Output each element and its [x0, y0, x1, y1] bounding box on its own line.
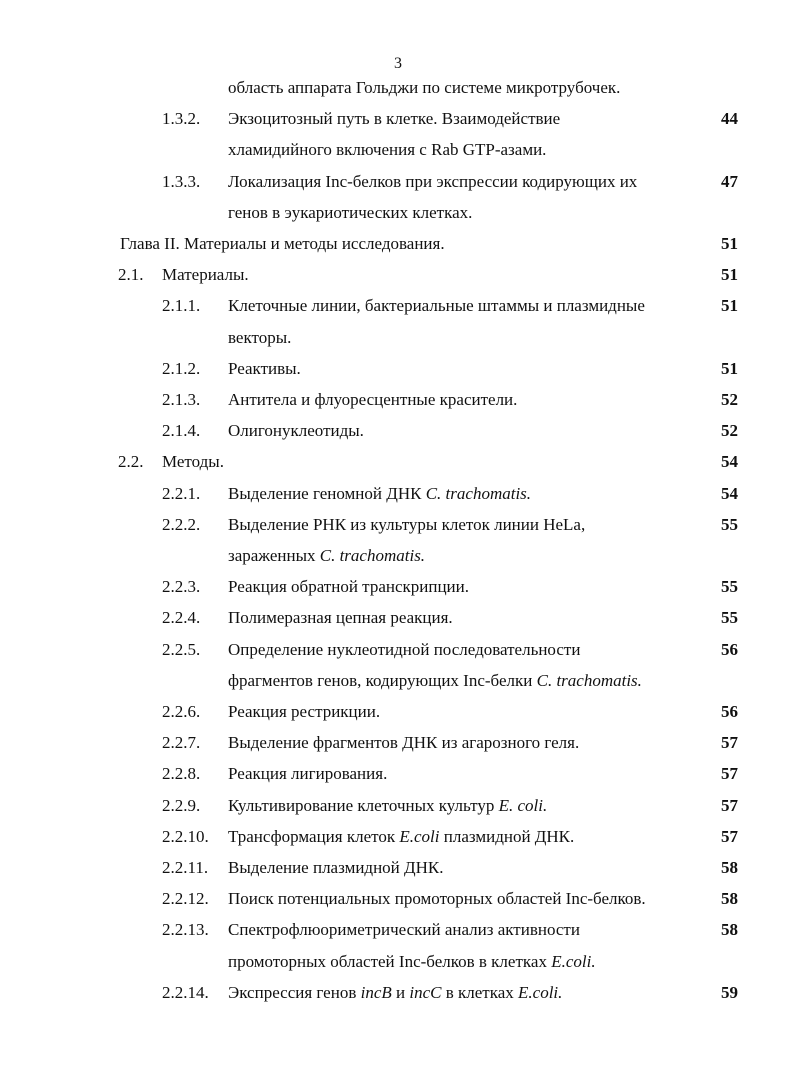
toc-line [0, 731, 796, 755]
italic-term: E. coli. [498, 795, 548, 815]
italic-term: E.coli [399, 826, 440, 846]
toc-entry-number: 2.1. [118, 265, 144, 285]
toc-line [0, 856, 796, 880]
toc-line [0, 638, 796, 662]
toc-line [0, 419, 796, 443]
toc-entry-number: 2.2.10. [162, 826, 209, 846]
title-text: Антитела и флуоресцентные красители. [228, 390, 518, 409]
toc-line [0, 232, 796, 256]
toc-entry-title [228, 357, 301, 381]
title-text: Материалы. [162, 265, 249, 285]
toc-entry-title [228, 606, 453, 630]
toc-page-number: 44 [721, 109, 738, 129]
toc-line [0, 482, 796, 506]
toc-entry-number: 2.2.2. [162, 514, 201, 534]
toc-entry-title [228, 794, 547, 818]
toc-entry-title [228, 513, 585, 537]
title-text: Методы. [162, 452, 224, 472]
toc-entry-number: 2.2.8. [162, 764, 201, 784]
italic-term: C. trachomatis. [319, 546, 426, 565]
toc-page-number: 58 [721, 889, 738, 909]
toc-entry-title [228, 294, 645, 318]
toc-line [0, 981, 796, 1005]
toc-line [0, 950, 796, 974]
toc-page-number: 57 [721, 795, 738, 815]
title-text: генов в эукариотических клетках. [228, 202, 473, 222]
toc-line [0, 762, 796, 786]
title-text: Полимеразная цепная реакция. [228, 608, 453, 628]
title-text: фрагментов генов, кодирующих Inc-белки [228, 670, 537, 690]
italic-term: C. trachomatis. [536, 670, 642, 690]
title-text: Реактивы. [228, 358, 301, 378]
toc-entry-title [228, 887, 646, 911]
toc-entry-number: 2.2.12. [162, 889, 209, 909]
title-text: Олигонуклеотиды. [228, 421, 364, 441]
toc-line [0, 887, 796, 911]
italic-term: E.coli. [551, 951, 596, 971]
toc-entry-number: 2.1.4. [162, 421, 201, 441]
toc-line [0, 357, 796, 381]
toc-entry-title [228, 856, 444, 880]
toc-page-number: 57 [721, 764, 738, 784]
title-text: Выделение фрагментов ДНК из агарозного геля. [228, 733, 580, 753]
title-text: Экзоцитозный путь в клетке. Взаимодействие [228, 109, 561, 129]
title-text: Спектрофлюориметрический анализ активности [228, 920, 580, 940]
italic-term: incC [409, 982, 442, 1002]
title-text: Трансформация клеток [228, 826, 400, 846]
italic-term: C. trachomatis. [425, 483, 532, 503]
toc-entry-title [228, 201, 472, 225]
toc-entry-number: 2.2.7. [162, 733, 201, 753]
toc-entry-title [162, 263, 249, 287]
title-text: область аппарата Гольджи по системе микротрубочек. [228, 78, 621, 97]
toc-entry-number: 2.2. [118, 452, 144, 472]
toc-entry-number: 2.1.3. [162, 390, 201, 409]
toc-entry-number: 2.2.3. [162, 577, 201, 597]
toc-entry-title [228, 482, 531, 506]
toc-entry-number: 2.2.11. [162, 858, 209, 877]
toc-line [0, 107, 796, 131]
toc-line [0, 825, 796, 849]
toc-entry-number: 2.2.4. [162, 608, 201, 628]
toc-entry-title [228, 918, 580, 942]
toc-line [0, 326, 796, 350]
toc-page-number: 56 [721, 639, 738, 659]
title-text: зараженных [228, 546, 320, 565]
toc-entry-number: 2.1.1. [162, 296, 201, 316]
toc-page-number: 55 [721, 577, 738, 597]
toc-entry-number: 1.3.3. [162, 171, 201, 191]
toc-entry-number: 2.2.5. [162, 639, 201, 659]
toc-page-number: 57 [721, 826, 738, 846]
toc-entry-number: 2.2.9. [162, 795, 201, 815]
toc-page-number: 52 [721, 390, 738, 409]
toc-line [0, 700, 796, 724]
toc-line [0, 575, 796, 599]
title-text: Определение нуклеотидной последовательности [228, 639, 581, 659]
title-text: Культивирование клеточных культур [228, 795, 499, 815]
toc-entry-title [228, 107, 560, 131]
title-text: Реакция рестрикции. [228, 702, 381, 721]
toc-line [0, 544, 796, 568]
toc-entry-title [228, 138, 546, 162]
toc-entry-title [228, 825, 574, 849]
toc-line [0, 76, 796, 100]
toc-line [0, 669, 796, 693]
toc-page-number: 55 [721, 514, 738, 534]
toc-entry-title [228, 419, 364, 443]
toc-entry-title [162, 450, 224, 474]
toc-page-number: 47 [721, 171, 738, 191]
page-number: 3 [394, 55, 402, 72]
toc-page-number: 58 [721, 858, 738, 877]
toc-entry-title [228, 76, 620, 100]
toc-entry-number: 2.2.13. [162, 920, 209, 940]
toc-page-number: 51 [721, 234, 738, 253]
toc-line [0, 263, 796, 287]
toc-entry-number: 1.3.2. [162, 109, 201, 129]
toc-line [0, 294, 796, 318]
title-text: промоторных областей Inc-белков в клетках [228, 951, 552, 971]
toc-line [0, 138, 796, 162]
toc-line [0, 450, 796, 474]
toc-entry-title [228, 669, 642, 693]
toc-page-number: 59 [721, 982, 738, 1002]
toc-entry-number: 2.1.2. [162, 358, 201, 378]
title-text: Реакция лигирования. [228, 764, 388, 784]
title-text: Реакция обратной транскрипции. [228, 577, 470, 597]
title-text: векторы. [228, 327, 292, 347]
toc-line [0, 201, 796, 225]
toc-page-number: 54 [721, 483, 738, 503]
toc-page-number: 52 [721, 421, 738, 441]
toc-line [0, 388, 796, 412]
toc-line [0, 794, 796, 818]
toc-page-number: 55 [721, 608, 738, 628]
toc-page-number: 56 [721, 702, 738, 721]
toc-entry-title [228, 950, 596, 974]
toc-entry-title [228, 326, 291, 350]
title-text: Поиск потенциальных промоторных областей Inc-белков. [228, 889, 646, 909]
title-text: Глава II. Материалы и методы исследования. [120, 234, 445, 253]
toc-entry-title [228, 388, 517, 412]
title-text: и [391, 982, 410, 1002]
title-text: Клеточные линии, бактериальные штаммы и плазмидные [228, 296, 645, 316]
toc-page-number: 54 [721, 452, 738, 472]
toc-entry-number: 2.2.1. [162, 483, 201, 503]
italic-term: E.coli. [518, 982, 563, 1002]
title-text: хламидийного включения с Rab GTP-азами. [228, 140, 547, 160]
toc-entry-title [228, 575, 469, 599]
toc-entry-title [228, 170, 637, 194]
title-text: Выделение геномной ДНК [228, 483, 426, 503]
toc-entry-title [228, 638, 580, 662]
toc-entry-title [120, 232, 445, 256]
toc-line [0, 918, 796, 942]
toc-entry-title [228, 762, 387, 786]
title-text: Выделение РНК из культуры клеток линии HeLa, [228, 514, 586, 534]
toc-page-number: 57 [721, 733, 738, 753]
toc-page-number: 51 [721, 296, 738, 316]
title-text: плазмидной ДНК. [439, 826, 575, 846]
toc-page-number: 58 [721, 920, 738, 940]
toc-line [0, 606, 796, 630]
italic-term: incB [360, 982, 392, 1002]
title-text: в клетках [441, 982, 519, 1002]
toc-entry-title [228, 544, 425, 568]
toc-entry-title [228, 981, 562, 1005]
toc-entry-title [228, 731, 579, 755]
toc-entry-number: 2.2.6. [162, 702, 201, 721]
toc-page-number: 51 [721, 358, 738, 378]
title-text: Экспрессия генов [228, 982, 361, 1002]
toc-entry-title [228, 700, 380, 724]
toc-line [0, 513, 796, 537]
toc-page-number: 51 [721, 265, 738, 285]
title-text: Выделение плазмидной ДНК. [228, 858, 444, 877]
toc-entry-number: 2.2.14. [162, 982, 209, 1002]
title-text: Локализация Inc-белков при экспрессии кодирующих их [228, 171, 638, 191]
toc-line [0, 170, 796, 194]
